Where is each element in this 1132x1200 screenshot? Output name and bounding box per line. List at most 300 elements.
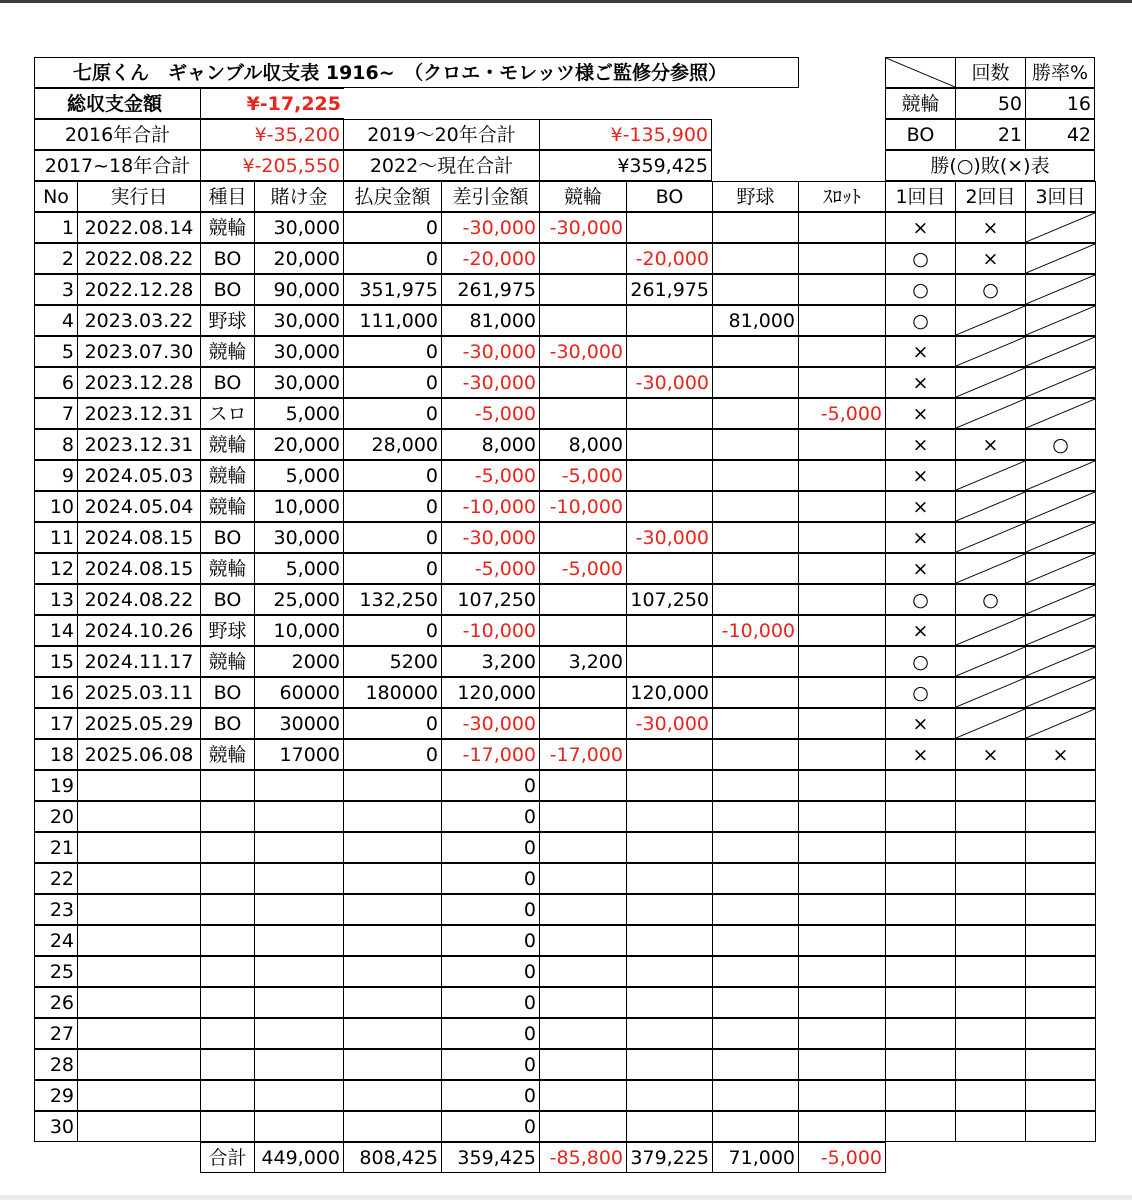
result-round-2 (955, 894, 1026, 925)
cell-payout: 0 (343, 212, 442, 243)
cell-payout: 0 (343, 553, 442, 584)
cell-bet (254, 863, 344, 894)
total-value: ¥-17,225 (200, 88, 344, 119)
na-slash-cell (1025, 646, 1096, 677)
cell-net: 0 (441, 1018, 540, 1049)
cell-payout: 132,250 (343, 584, 442, 615)
cell-slot (798, 987, 886, 1018)
cell-keirin (539, 243, 627, 274)
cell-no: 8 (34, 429, 78, 460)
cell-type (200, 987, 255, 1018)
result-round-1 (885, 1018, 956, 1049)
cell-net: -20,000 (441, 243, 540, 274)
total-label: 総収支金額 (34, 88, 201, 119)
cell-payout: 351,975 (343, 274, 442, 305)
result-round-3 (1025, 1018, 1096, 1049)
cell-slot (798, 1080, 886, 1111)
result-round-1 (885, 894, 956, 925)
header-type: 種目 (200, 181, 255, 212)
stats-header-count: 回数 (955, 57, 1026, 88)
not-applicable-slash-icon (1026, 461, 1095, 490)
cell-keirin (539, 956, 627, 987)
na-slash-cell (955, 336, 1026, 367)
cell-baseball (712, 367, 799, 398)
cell-keirin: -5,000 (539, 553, 627, 584)
cell-date: 2022.08.14 (77, 212, 201, 243)
cell-keirin (539, 615, 627, 646)
cell-type: BO (200, 367, 255, 398)
cell-bo: 107,250 (626, 584, 713, 615)
cell-keirin (539, 398, 627, 429)
cell-date (77, 1111, 201, 1142)
result-round-2: × (955, 739, 1026, 770)
result-round-3: × (1025, 739, 1096, 770)
cell-no: 25 (34, 956, 78, 987)
total-bet: 449,000 (254, 1142, 344, 1173)
cell-type: BO (200, 584, 255, 615)
cell-no: 5 (34, 336, 78, 367)
cell-keirin (539, 801, 627, 832)
cell-no: 13 (34, 584, 78, 615)
cell-type (200, 925, 255, 956)
na-slash-cell (1025, 243, 1096, 274)
cell-net: -30,000 (441, 367, 540, 398)
cell-bet: 17000 (254, 739, 344, 770)
cell-slot (798, 584, 886, 615)
cell-type: 競輪 (200, 491, 255, 522)
not-applicable-slash-icon (956, 461, 1025, 490)
cell-baseball (712, 336, 799, 367)
cell-net: -5,000 (441, 460, 540, 491)
cell-slot (798, 274, 886, 305)
cell-bo (626, 460, 713, 491)
window-bottom-bar (0, 1195, 1132, 1200)
cell-bet: 60000 (254, 677, 344, 708)
na-slash-cell (1025, 305, 1096, 336)
result-round-1: × (885, 491, 956, 522)
cell-slot (798, 212, 886, 243)
header-round-3: 3回目 (1025, 181, 1096, 212)
cell-net: 261,975 (441, 274, 540, 305)
cell-bo (626, 212, 713, 243)
cell-baseball (712, 801, 799, 832)
cell-date: 2024.10.26 (77, 615, 201, 646)
result-round-3 (1025, 1111, 1096, 1142)
cell-bo (626, 305, 713, 336)
total-label: 合計 (200, 1142, 255, 1173)
cell-date (77, 987, 201, 1018)
result-round-1: × (885, 615, 956, 646)
cell-baseball (712, 646, 799, 677)
y2022-label: 2022～現在合計 (343, 150, 540, 181)
cell-payout (343, 1080, 442, 1111)
cell-bo (626, 1049, 713, 1080)
cell-bo (626, 491, 713, 522)
result-round-2 (955, 832, 1026, 863)
cell-baseball (712, 460, 799, 491)
cell-payout: 0 (343, 522, 442, 553)
cell-date: 2023.07.30 (77, 336, 201, 367)
cell-keirin (539, 677, 627, 708)
cell-keirin: -5,000 (539, 460, 627, 491)
cell-type (200, 770, 255, 801)
cell-bo (626, 615, 713, 646)
cell-payout (343, 987, 442, 1018)
result-round-3 (1025, 956, 1096, 987)
result-round-1: × (885, 429, 956, 460)
cell-net: 0 (441, 863, 540, 894)
cell-type: 競輪 (200, 553, 255, 584)
cell-no: 23 (34, 894, 78, 925)
cell-no: 10 (34, 491, 78, 522)
cell-baseball: 81,000 (712, 305, 799, 336)
cell-no: 28 (34, 1049, 78, 1080)
total-slot: -5,000 (798, 1142, 886, 1173)
cell-net: -30,000 (441, 708, 540, 739)
y2017-value: ¥-205,550 (200, 150, 344, 181)
cell-type: 競輪 (200, 739, 255, 770)
not-applicable-slash-icon (956, 337, 1025, 366)
result-round-1: × (885, 739, 956, 770)
diagonal-slash-icon (886, 58, 955, 87)
cell-bet (254, 1049, 344, 1080)
cell-keirin (539, 1080, 627, 1111)
result-round-2 (955, 863, 1026, 894)
not-applicable-slash-icon (1026, 585, 1095, 614)
cell-no: 6 (34, 367, 78, 398)
cell-date: 2024.08.15 (77, 553, 201, 584)
result-round-1 (885, 801, 956, 832)
cell-slot (798, 429, 886, 460)
result-round-2 (955, 1080, 1026, 1111)
cell-baseball (712, 1111, 799, 1142)
cell-baseball (712, 739, 799, 770)
cell-bet: 90,000 (254, 274, 344, 305)
na-slash-cell (1025, 274, 1096, 305)
na-slash-cell (1025, 398, 1096, 429)
stats-bo-label: BO (885, 119, 956, 150)
na-slash-cell (1025, 212, 1096, 243)
cell-slot (798, 460, 886, 491)
cell-baseball (712, 429, 799, 460)
cell-net: 3,200 (441, 646, 540, 677)
not-applicable-slash-icon (1026, 523, 1095, 552)
na-slash-cell (1025, 491, 1096, 522)
cell-bo (626, 739, 713, 770)
cell-baseball (712, 553, 799, 584)
not-applicable-slash-icon (956, 616, 1025, 645)
cell-date: 2025.06.08 (77, 739, 201, 770)
cell-bet: 25,000 (254, 584, 344, 615)
cell-date (77, 801, 201, 832)
cell-date: 2025.05.29 (77, 708, 201, 739)
cell-keirin (539, 522, 627, 553)
result-round-1 (885, 1080, 956, 1111)
cell-bet: 30,000 (254, 212, 344, 243)
cell-bet: 30,000 (254, 522, 344, 553)
cell-bo (626, 987, 713, 1018)
cell-baseball (712, 1049, 799, 1080)
cell-type (200, 801, 255, 832)
cell-slot: -5,000 (798, 398, 886, 429)
cell-payout (343, 894, 442, 925)
cell-bo: 261,975 (626, 274, 713, 305)
cell-payout: 0 (343, 398, 442, 429)
cell-bet (254, 925, 344, 956)
cell-type: BO (200, 274, 255, 305)
result-round-2: ○ (955, 274, 1026, 305)
cell-slot (798, 925, 886, 956)
result-round-3 (1025, 925, 1096, 956)
cell-bet: 30,000 (254, 367, 344, 398)
result-round-1 (885, 1111, 956, 1142)
cell-net: -30,000 (441, 212, 540, 243)
cell-net: 0 (441, 894, 540, 925)
result-round-3 (1025, 1049, 1096, 1080)
cell-payout: 0 (343, 336, 442, 367)
result-round-1: × (885, 367, 956, 398)
cell-bo (626, 770, 713, 801)
cell-keirin (539, 894, 627, 925)
cell-net: 81,000 (441, 305, 540, 336)
na-slash-cell (1025, 677, 1096, 708)
cell-no: 3 (34, 274, 78, 305)
cell-payout (343, 1111, 442, 1142)
cell-bo (626, 894, 713, 925)
cell-no: 19 (34, 770, 78, 801)
cell-net: 0 (441, 1111, 540, 1142)
result-round-1: × (885, 460, 956, 491)
cell-bet (254, 1080, 344, 1111)
cell-slot (798, 1111, 886, 1142)
result-round-1 (885, 956, 956, 987)
na-slash-cell (955, 460, 1026, 491)
cell-payout: 0 (343, 491, 442, 522)
cell-date (77, 863, 201, 894)
cell-keirin: 3,200 (539, 646, 627, 677)
result-round-1: × (885, 212, 956, 243)
na-slash-cell (955, 646, 1026, 677)
cell-bet: 5,000 (254, 553, 344, 584)
cell-keirin (539, 1018, 627, 1049)
cell-type: 競輪 (200, 646, 255, 677)
cell-slot (798, 894, 886, 925)
stats-header-rate: 勝率% (1025, 57, 1095, 88)
cell-date: 2024.08.15 (77, 522, 201, 553)
result-round-1 (885, 770, 956, 801)
cell-baseball (712, 708, 799, 739)
cell-type: BO (200, 522, 255, 553)
cell-net: 0 (441, 987, 540, 1018)
stats-corner (885, 57, 956, 88)
cell-no: 30 (34, 1111, 78, 1142)
na-slash-cell (1025, 367, 1096, 398)
result-round-2 (955, 925, 1026, 956)
cell-baseball (712, 894, 799, 925)
cell-net: 120,000 (441, 677, 540, 708)
cell-bo (626, 925, 713, 956)
cell-bet (254, 987, 344, 1018)
header-round-1: 1回目 (885, 181, 956, 212)
cell-date: 2024.05.04 (77, 491, 201, 522)
result-round-1 (885, 925, 956, 956)
cell-slot (798, 863, 886, 894)
cell-bet: 30000 (254, 708, 344, 739)
cell-slot (798, 305, 886, 336)
result-round-3 (1025, 1080, 1096, 1111)
result-round-1 (885, 863, 956, 894)
cell-no: 14 (34, 615, 78, 646)
cell-no: 20 (34, 801, 78, 832)
cell-bo (626, 553, 713, 584)
stats-keirin-count: 50 (955, 88, 1026, 119)
cell-payout: 5200 (343, 646, 442, 677)
cell-baseball (712, 770, 799, 801)
cell-baseball (712, 956, 799, 987)
cell-date: 2024.11.17 (77, 646, 201, 677)
cell-type: BO (200, 677, 255, 708)
cell-type: 競輪 (200, 429, 255, 460)
result-round-2 (955, 956, 1026, 987)
cell-payout (343, 801, 442, 832)
cell-baseball (712, 212, 799, 243)
cell-payout (343, 956, 442, 987)
cell-baseball (712, 398, 799, 429)
not-applicable-slash-icon (956, 306, 1025, 335)
cell-bet (254, 801, 344, 832)
result-round-1: ○ (885, 646, 956, 677)
cell-type: BO (200, 708, 255, 739)
header-round-2: 2回目 (955, 181, 1026, 212)
cell-bo (626, 801, 713, 832)
cell-no: 12 (34, 553, 78, 584)
cell-baseball (712, 491, 799, 522)
total-net: 359,425 (441, 1142, 540, 1173)
cell-baseball (712, 243, 799, 274)
cell-bet: 30,000 (254, 336, 344, 367)
cell-bet: 20,000 (254, 429, 344, 460)
cell-date: 2023.03.22 (77, 305, 201, 336)
result-round-1 (885, 1049, 956, 1080)
cell-bo (626, 832, 713, 863)
cell-no: 17 (34, 708, 78, 739)
not-applicable-slash-icon (956, 492, 1025, 521)
cell-net: 0 (441, 956, 540, 987)
na-slash-cell (955, 491, 1026, 522)
result-round-2: × (955, 243, 1026, 274)
not-applicable-slash-icon (1026, 678, 1095, 707)
not-applicable-slash-icon (956, 523, 1025, 552)
result-round-1: × (885, 553, 956, 584)
total-payout: 808,425 (343, 1142, 442, 1173)
cell-type: 競輪 (200, 460, 255, 491)
cell-date: 2025.03.11 (77, 677, 201, 708)
not-applicable-slash-icon (1026, 492, 1095, 521)
cell-bet: 20,000 (254, 243, 344, 274)
cell-date: 2023.12.31 (77, 398, 201, 429)
cell-baseball (712, 274, 799, 305)
cell-bo (626, 1018, 713, 1049)
cell-net: -30,000 (441, 336, 540, 367)
cell-bet: 10,000 (254, 615, 344, 646)
header-date: 実行日 (77, 181, 201, 212)
cell-keirin: -10,000 (539, 491, 627, 522)
cell-bet: 5,000 (254, 398, 344, 429)
cell-no: 24 (34, 925, 78, 956)
cell-no: 11 (34, 522, 78, 553)
cell-no: 2 (34, 243, 78, 274)
na-slash-cell (955, 522, 1026, 553)
na-slash-cell (955, 677, 1026, 708)
cell-bet (254, 956, 344, 987)
result-round-1: × (885, 708, 956, 739)
cell-type: 野球 (200, 305, 255, 336)
cell-net: -5,000 (441, 553, 540, 584)
cell-slot (798, 491, 886, 522)
result-round-1: × (885, 336, 956, 367)
cell-baseball (712, 832, 799, 863)
not-applicable-slash-icon (1026, 554, 1095, 583)
not-applicable-slash-icon (1026, 213, 1095, 242)
cell-payout (343, 1049, 442, 1080)
cell-payout: 0 (343, 460, 442, 491)
cell-slot (798, 832, 886, 863)
cell-bo: -30,000 (626, 522, 713, 553)
cell-payout: 0 (343, 615, 442, 646)
not-applicable-slash-icon (956, 399, 1025, 428)
cell-type (200, 1080, 255, 1111)
cell-payout: 0 (343, 243, 442, 274)
cell-date (77, 1080, 201, 1111)
y2019-value: ¥-135,900 (539, 119, 712, 150)
cell-keirin (539, 770, 627, 801)
result-round-2: ○ (955, 584, 1026, 615)
cell-date (77, 956, 201, 987)
result-round-2 (955, 987, 1026, 1018)
na-slash-cell (1025, 460, 1096, 491)
not-applicable-slash-icon (956, 709, 1025, 738)
cell-bo (626, 956, 713, 987)
na-slash-cell (955, 553, 1026, 584)
cell-net: -10,000 (441, 615, 540, 646)
y2019-label: 2019～20年合計 (343, 119, 540, 150)
cell-net: 107,250 (441, 584, 540, 615)
cell-slot (798, 739, 886, 770)
header-baseball: 野球 (712, 181, 799, 212)
cell-type: 競輪 (200, 336, 255, 367)
cell-type (200, 1049, 255, 1080)
cell-bet: 2000 (254, 646, 344, 677)
cell-type (200, 956, 255, 987)
stats-keirin-rate: 16 (1025, 88, 1095, 119)
cell-date (77, 832, 201, 863)
window-top-bar (0, 0, 1132, 3)
cell-bet: 5,000 (254, 460, 344, 491)
cell-slot (798, 801, 886, 832)
result-round-1: ○ (885, 274, 956, 305)
result-round-2: × (955, 212, 1026, 243)
cell-keirin (539, 1049, 627, 1080)
result-round-1: × (885, 398, 956, 429)
cell-no: 21 (34, 832, 78, 863)
not-applicable-slash-icon (956, 554, 1025, 583)
na-slash-cell (1025, 584, 1096, 615)
cell-bet (254, 1018, 344, 1049)
cell-keirin: -30,000 (539, 336, 627, 367)
cell-baseball: -10,000 (712, 615, 799, 646)
result-round-2: × (955, 429, 1026, 460)
cell-payout: 0 (343, 708, 442, 739)
